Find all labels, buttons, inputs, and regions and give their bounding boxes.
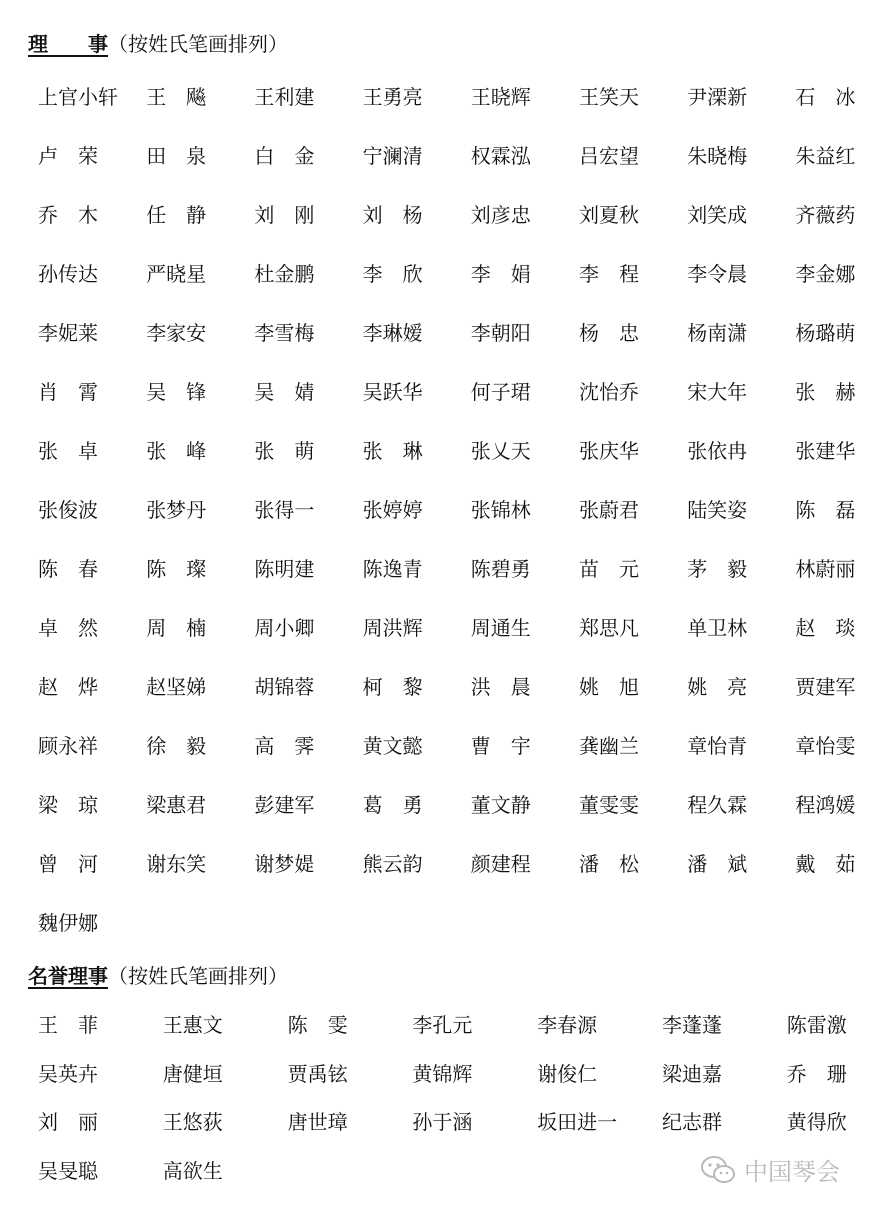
name-entry: 纪志群 [662, 1110, 722, 1134]
name-entry: 王 菲 [38, 1013, 98, 1037]
name-entry: 单卫林 [687, 616, 748, 640]
section-note: （按姓氏笔画排列） [108, 964, 288, 988]
name-entry: 姚 旭 [579, 675, 639, 699]
name-entry: 周 楠 [146, 616, 207, 640]
name-entry: 徐 毅 [146, 734, 207, 758]
name-entry: 林蔚丽 [795, 557, 856, 581]
name-entry: 沈怡乔 [579, 380, 639, 404]
name-entry: 尹溧新 [687, 85, 748, 109]
name-entry: 张蔚君 [579, 498, 639, 522]
name-entry: 朱晓梅 [687, 144, 748, 168]
name-entry: 张庆华 [579, 439, 639, 463]
name-entry: 上官小轩 [38, 85, 118, 109]
name-entry: 乔 木 [38, 203, 98, 227]
name-entry: 卓 然 [38, 616, 98, 640]
name-entry: 张乂天 [470, 439, 531, 463]
section-heading-directors [28, 30, 288, 58]
name-entry: 乔 珊 [786, 1061, 847, 1086]
name-entry: 陈 春 [38, 557, 98, 581]
name-entry: 李孔元 [412, 1013, 473, 1037]
name-entry: 李蓬蓬 [662, 1013, 722, 1037]
name-entry: 周小卿 [254, 616, 315, 640]
name-entry: 白 金 [254, 144, 315, 168]
name-entry: 章怡雯 [795, 734, 856, 758]
name-entry: 陈雷激 [786, 1013, 847, 1037]
name-entry: 龚幽兰 [579, 734, 639, 758]
name-entry: 孙传达 [38, 262, 98, 286]
name-entry: 吴跃华 [362, 380, 423, 404]
name-entry: 李 娟 [470, 262, 531, 286]
name-entry: 陈 雯 [287, 1013, 348, 1037]
name-entry: 王笑天 [579, 85, 639, 109]
name-entry: 杜金鹏 [254, 262, 315, 286]
name-entry: 谢东笑 [146, 852, 207, 876]
name-entry: 潘 斌 [687, 852, 748, 876]
name-entry: 张婷婷 [362, 498, 423, 522]
name-entry: 顾永祥 [38, 734, 98, 758]
name-entry: 张 卓 [38, 439, 98, 463]
name-entry: 唐世璋 [287, 1110, 348, 1134]
name-entry: 程鸿媛 [795, 793, 856, 817]
name-entry: 茅 毅 [687, 557, 748, 581]
name-entry: 苗 元 [579, 557, 639, 581]
name-entry: 张锦林 [470, 498, 531, 522]
name-entry: 张 赫 [795, 380, 856, 404]
watermark [700, 1152, 840, 1187]
name-entry: 唐健垣 [162, 1061, 223, 1086]
name-entry: 李雪梅 [254, 321, 315, 345]
name-entry: 张 峰 [146, 439, 207, 463]
name-entry: 曹 宇 [470, 734, 531, 758]
name-entry: 陈 璨 [146, 557, 207, 581]
name-entry: 卢 荣 [38, 144, 98, 168]
name-entry: 王晓辉 [470, 85, 531, 109]
name-entry: 朱益红 [795, 144, 856, 168]
name-entry: 任 静 [146, 203, 207, 227]
name-entry: 谢俊仁 [537, 1061, 598, 1086]
name-entry: 刘 杨 [362, 203, 423, 227]
name-entry: 吕宏望 [579, 144, 639, 168]
name-entry: 李朝阳 [470, 321, 531, 345]
name-entry: 郑思凡 [579, 616, 639, 640]
name-entry: 张 萌 [254, 439, 315, 463]
name-entry: 石 冰 [795, 85, 856, 109]
name-entry: 吴旻聪 [38, 1158, 98, 1183]
name-entry: 董雯雯 [579, 793, 639, 817]
name-entry: 陈 磊 [795, 498, 856, 522]
section-heading-honorary-directors [28, 962, 288, 990]
name-entry: 刘 刚 [254, 203, 315, 227]
name-entry: 王勇亮 [362, 85, 423, 109]
name-entry: 柯 黎 [362, 675, 423, 699]
name-entry: 肖 霄 [38, 380, 98, 404]
name-entry: 黄文懿 [362, 734, 423, 758]
name-entry: 梁 琼 [38, 793, 98, 817]
name-entry: 赵 烨 [38, 675, 98, 699]
name-entry: 程久霖 [687, 793, 748, 817]
name-entry: 周洪辉 [362, 616, 423, 640]
name-entry: 宁澜清 [362, 144, 423, 168]
name-entry: 戴 茹 [795, 852, 856, 876]
name-entry: 李春源 [537, 1013, 598, 1037]
name-entry: 王 飚 [146, 85, 207, 109]
name-entry: 刘夏秋 [579, 203, 639, 227]
name-entry: 颜建程 [470, 852, 531, 876]
name-entry: 董文静 [470, 793, 531, 817]
name-entry: 何子珺 [470, 380, 531, 404]
name-entry: 姚 亮 [687, 675, 748, 699]
wechat-icon [700, 1155, 736, 1185]
name-entry: 张梦丹 [146, 498, 207, 522]
name-entry: 吴英卉 [38, 1061, 98, 1086]
name-entry: 李 程 [579, 262, 639, 286]
name-entry: 王惠文 [162, 1013, 223, 1037]
name-entry: 刘彦忠 [470, 203, 531, 227]
name-entry: 李 欣 [362, 262, 423, 286]
name-entry: 齐薇药 [795, 203, 856, 227]
section-title: 理 事 [28, 32, 108, 56]
name-entry: 杨 忠 [579, 321, 639, 345]
name-entry: 谢梦媞 [254, 852, 315, 876]
name-entry: 陆笑姿 [687, 498, 748, 522]
name-entry: 黄得欣 [786, 1110, 847, 1134]
name-entry: 洪 晨 [470, 675, 531, 699]
name-entry: 田 泉 [146, 144, 207, 168]
name-entry: 王利建 [254, 85, 315, 109]
name-entry: 吴 锋 [146, 380, 207, 404]
name-entry: 宋大年 [687, 380, 748, 404]
name-entry: 严晓星 [146, 262, 207, 286]
watermark-text: 中国琴会 [744, 1158, 840, 1186]
name-entry: 章怡青 [687, 734, 748, 758]
name-entry: 李琳嫒 [362, 321, 423, 345]
name-entry: 葛 勇 [362, 793, 423, 817]
name-entry: 潘 松 [579, 852, 639, 876]
name-entry: 高 霁 [254, 734, 315, 758]
name-entry: 李家安 [146, 321, 207, 345]
name-entry: 魏伊娜 [38, 911, 98, 935]
name-entry: 李妮莱 [38, 321, 98, 345]
name-entry: 赵坚娣 [146, 675, 207, 699]
name-entry: 梁惠君 [146, 793, 207, 817]
name-entry: 陈碧勇 [470, 557, 531, 581]
name-entry: 张 琳 [362, 439, 423, 463]
name-entry: 黄锦辉 [412, 1061, 473, 1086]
name-entry: 刘笑成 [687, 203, 748, 227]
name-entry: 张俊波 [38, 498, 98, 522]
name-entry: 熊云韵 [362, 852, 423, 876]
name-entry: 李令晨 [687, 262, 748, 286]
name-entry: 梁迪嘉 [662, 1061, 722, 1086]
name-entry: 贾禹铉 [287, 1061, 348, 1086]
name-entry: 陈逸青 [362, 557, 423, 581]
name-entry: 张依冉 [687, 439, 748, 463]
name-entry: 周通生 [470, 616, 531, 640]
name-entry: 王悠荻 [162, 1110, 223, 1134]
name-entry: 李金娜 [795, 262, 856, 286]
name-entry: 刘 丽 [38, 1110, 98, 1134]
name-entry: 胡锦蓉 [254, 675, 315, 699]
name-entry: 坂田进一 [537, 1110, 618, 1134]
name-entry: 杨南潇 [687, 321, 748, 345]
name-entry: 吴 婧 [254, 380, 315, 404]
name-entry: 高欲生 [162, 1158, 223, 1183]
section-title: 名誉理事 [28, 964, 108, 988]
name-entry: 陈明建 [254, 557, 315, 581]
name-entry: 张建华 [795, 439, 856, 463]
name-entry: 权霖泓 [470, 144, 531, 168]
name-entry: 彭建军 [254, 793, 315, 817]
name-entry: 贾建军 [795, 675, 856, 699]
name-entry: 张得一 [254, 498, 315, 522]
name-entry: 赵 琰 [795, 616, 856, 640]
section-note: （按姓氏笔画排列） [108, 32, 288, 56]
name-entry: 曾 河 [38, 852, 98, 876]
name-entry: 杨璐萌 [795, 321, 856, 345]
name-entry: 孙于涵 [412, 1110, 473, 1134]
